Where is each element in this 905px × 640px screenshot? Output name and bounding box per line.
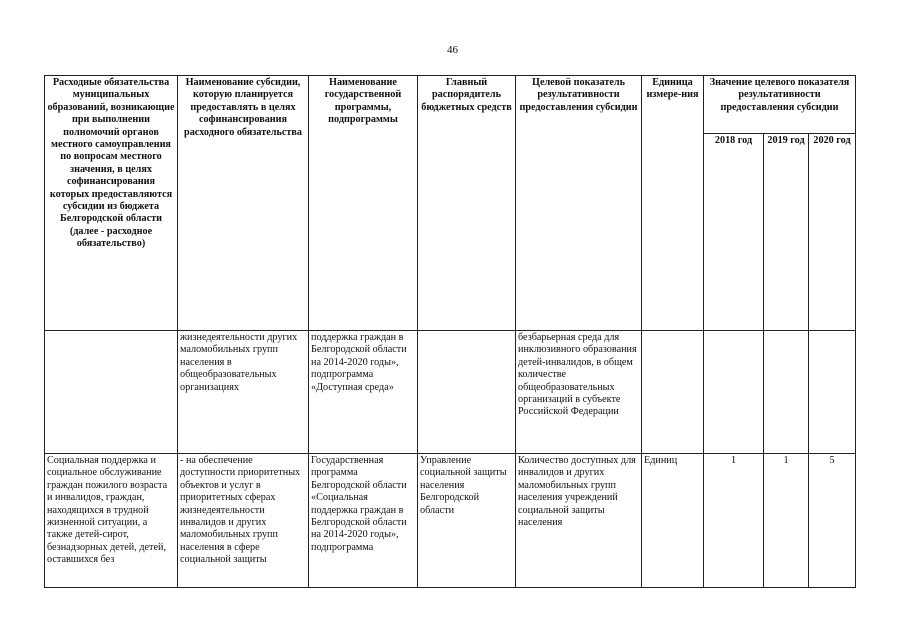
cell-value-2018: 1: [704, 454, 764, 588]
table-header-row: [45, 76, 856, 134]
cell-indicator: Количество доступных для инвалидов и других маломобильных групп населения учреждений социальной защиты населения: [516, 454, 642, 588]
cell-manager: Управление социальной защиты населения Белгородской области: [418, 454, 516, 588]
subsidy-table: [44, 75, 856, 588]
cell-value-2019: [764, 331, 809, 454]
cell-value-2020: 5: [809, 454, 856, 588]
cell-program: Государственная программа Белгородской области «Социальная поддержка граждан в Белгородской области на 2014-2020 годы», подпрограмма: [309, 454, 418, 588]
header-unit: Единица измере-ния: [642, 76, 704, 331]
cell-value-2019: 1: [764, 454, 809, 588]
header-year-2018: 2018 год: [704, 134, 764, 331]
table-row: [45, 454, 856, 588]
header-year-2019: 2019 год: [764, 134, 809, 331]
header-subsidy-name: Наименование субсидии, которую планируется предоставлять в целях софинансирования расходного обязательства: [178, 76, 309, 331]
header-program-name: Наименование государственной программы, подпрограммы: [309, 76, 418, 331]
cell-indicator: безбарьерная среда для инклюзивного образования детей-инвалидов, в общем количестве общеобразовательных организаций в субъекте Российской Федерации: [516, 331, 642, 454]
cell-unit: Единиц: [642, 454, 704, 588]
cell-value-2020: [809, 331, 856, 454]
cell-obligation: Социальная поддержка и социальное обслуживание граждан пожилого возраста и инвалидов, граждан, находящихся в трудной жизненной ситуации, а также детей-сирот, безнадзорных детей, детей, оставшихся без: [45, 454, 178, 588]
header-expense-obligation: Расходные обязательства муниципальных образований, возникающие при выполнении полномочий органов местного самоуправления по вопросам местного значения, в целях софинансирования которых предоставляются субсидии из бюджета Белгородской области (далее - расходное обязательство): [45, 76, 178, 331]
cell-unit: [642, 331, 704, 454]
cell-manager: [418, 331, 516, 454]
table-row: [45, 331, 856, 454]
header-year-2020: 2020 год: [809, 134, 856, 331]
cell-obligation: [45, 331, 178, 454]
header-target-value: Значение целевого показателя результативности предоставления субсидии: [704, 76, 856, 134]
cell-program: поддержка граждан в Белгородской области на 2014-2020 годы», подпрограмма «Доступная среда»: [309, 331, 418, 454]
header-budget-manager: Главный распорядитель бюджетных средств: [418, 76, 516, 331]
cell-subsidy: жизнедеятельности других маломобильных групп населения в общеобразовательных организациях: [178, 331, 309, 454]
cell-value-2018: [704, 331, 764, 454]
cell-subsidy: - на обеспечение доступности приоритетных объектов и услуг в приоритетных сферах жизнедеятельности инвалидов и других маломобильных групп населения в сфере социальной защиты: [178, 454, 309, 588]
header-target-indicator: Целевой показатель результативности предоставления субсидии: [516, 76, 642, 331]
page-number: 46: [447, 44, 458, 56]
